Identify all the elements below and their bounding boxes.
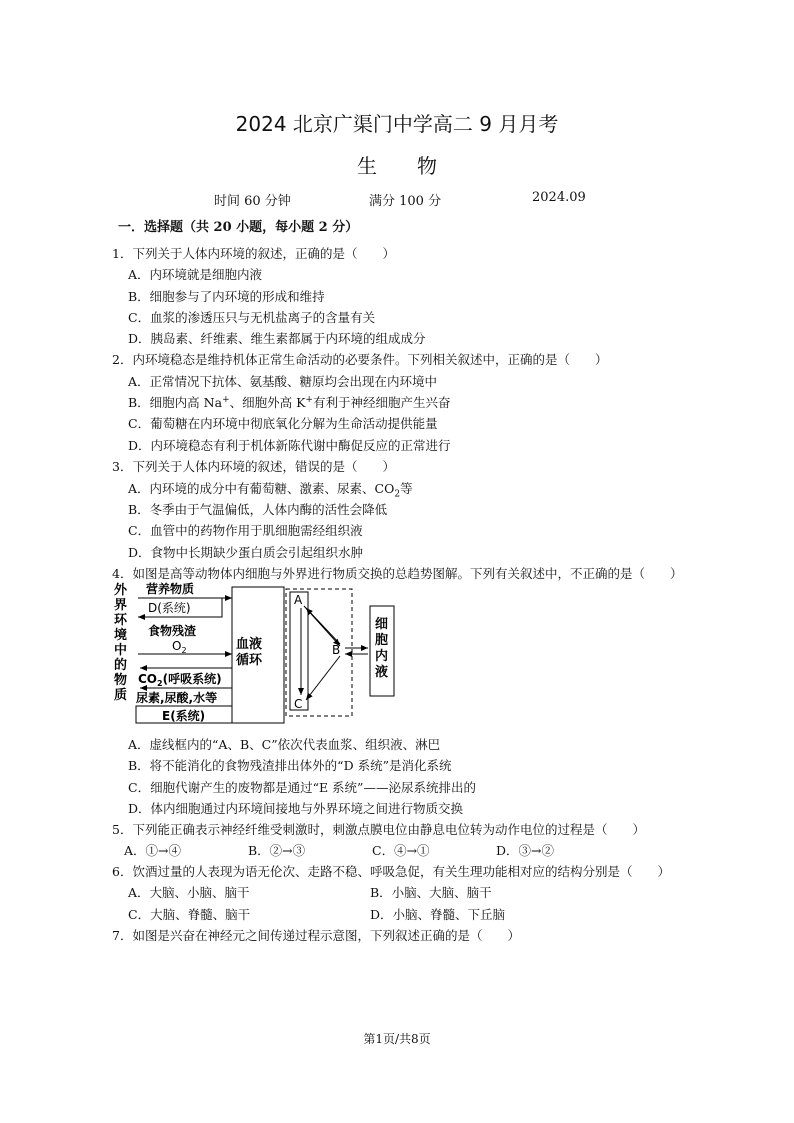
q2-option-b-part2: 、细胞外高 K: [229, 395, 306, 410]
q4-option-b: B．将不能消化的食物残渣排出体外的“D 系统”是消化系统: [128, 758, 452, 773]
e-system-label: E(系统): [162, 709, 206, 723]
page-footer: 第1页/共8页: [363, 1032, 431, 1046]
d-system-label: D(系统): [148, 601, 191, 615]
node-c: C: [294, 697, 303, 711]
nutrients-label: 营养物质: [146, 582, 195, 596]
exam-title: 2024 北京广渠门中学高二 9 月月考: [235, 112, 559, 136]
material-exchange-diagram: [110, 580, 410, 728]
q2-option-b-part3: 有利于神经细胞产生兴奋: [312, 395, 451, 410]
svg-text:物: 物: [114, 673, 128, 688]
q1-option-a: A．内环境就是细胞内液: [128, 267, 263, 282]
svg-text:质: 质: [114, 688, 128, 703]
plus-sign: +: [222, 394, 230, 405]
co2-label: $CO_2$(呼吸系统): [138, 672, 222, 688]
q5-option-b: B．②→③: [248, 843, 306, 858]
svg-text:胞: 胞: [375, 633, 389, 648]
q6-option-a: A．大脑、小脑、脑干: [128, 885, 250, 900]
q3-option-a: [128, 479, 413, 500]
abc-column: [290, 592, 308, 710]
exam-score: 满分 100 分: [369, 194, 442, 209]
q5-stem: 5．下列能正确表示神经纤维受刺激时，刺激点膜电位由静息电位转为动作电位的过程是（ ）: [112, 822, 645, 837]
q3-option-c: C．血管中的药物作用于肌细胞需经组织液: [128, 523, 363, 538]
q6-stem: 6．饮酒过量的人表现为语无伦次、走路不稳、呼吸急促，有关生理功能相对应的结构分别是（ ）: [112, 864, 670, 879]
blood-label-1: 血液: [236, 637, 263, 652]
urea-label: 尿素,尿酸,水等: [136, 691, 218, 705]
q1-option-d: D．胰岛素、纤维素、维生素都属于内环境的组成成分: [128, 331, 426, 346]
q3-option-b: B．冬季由于气温偏低，人体内酶的活性会降低: [128, 502, 388, 517]
q2-stem: 2．内环境稳态是维持机体正常生命活动的必要条件。下列相关叙述中，正确的是（ ）: [112, 352, 608, 367]
svg-text:中: 中: [114, 643, 128, 658]
q3-stem: 3．下列关于人体内环境的叙述，错误的是（ ）: [112, 459, 395, 474]
q4-stem: 4．如图是高等动物体内细胞与外界进行物质交换的总趋势图解。下列有关叙述中，不正确的是（ ）: [112, 566, 683, 581]
q2-option-b-part1: B．细胞内高 Na: [128, 395, 223, 410]
q3-option-a-part1: A．内环境的成分中有葡萄糖、激素、尿素、CO: [128, 481, 395, 496]
b-to-a-arrow: [306, 608, 340, 644]
q6-option-b: B．小脑、大脑、脑干: [370, 885, 492, 900]
svg-text:外: 外: [114, 583, 128, 598]
q3-option-a-subscript: 2: [394, 489, 401, 500]
node-b: B: [332, 643, 341, 657]
q6-option-d: D．小脑、脊髓、下丘脑: [370, 907, 506, 922]
q2-option-c: C．葡萄糖在内环境中彻底氧化分解为生命活动提供能量: [128, 416, 438, 431]
svg-text:环: 环: [114, 613, 128, 628]
outside-environment-label: [114, 582, 128, 703]
plus-sign: +: [305, 394, 313, 405]
q1-option-c: C．血浆的渗透压只与无机盐离子的含量有关: [128, 310, 376, 325]
intracellular-fluid-label: [375, 617, 388, 680]
q3-option-a-part3: 等: [400, 481, 413, 496]
q4-option-c: C．细胞代谢产生的废物都是通过“E 系统”——泌尿系统排出的: [128, 780, 476, 795]
node-a: A: [294, 593, 303, 607]
section-heading: 一．选择题（共 20 小题，每小题 2 分）: [118, 220, 359, 235]
q6-option-c: C．大脑、脊髓、脑干: [128, 907, 251, 922]
svg-text:界: 界: [114, 598, 128, 613]
blood-label-2: 循环: [236, 653, 263, 668]
o2-label: $O_2$: [172, 639, 187, 655]
q2-option-d: D．内环境稳态有利于机体新陈代谢中酶促反应的正常进行: [128, 438, 451, 453]
exam-date: 2024.09: [532, 190, 586, 205]
q3-option-d: D．食物中长期缺少蛋白质会引起组织水肿: [128, 545, 364, 560]
svg-text:内: 内: [375, 649, 389, 664]
b-to-c-arrow: [306, 656, 340, 700]
subject-title: 生物: [357, 154, 477, 178]
svg-text:细: 细: [375, 617, 389, 632]
svg-text:的: 的: [114, 658, 128, 673]
q5-option-d: D．③→②: [496, 843, 554, 858]
q7-stem: 7．如图是兴奋在神经元之间传递过程示意图，下列叙述正确的是（ ）: [112, 928, 520, 943]
q4-option-a: A．虚线框内的“A、B、C”依次代表血浆、组织液、淋巴: [128, 737, 441, 752]
q5-option-a: A．①→④: [124, 843, 182, 858]
q5-option-c: C．④→①: [372, 843, 430, 858]
svg-text:液: 液: [375, 665, 389, 680]
q2-option-a: A．正常情况下抗体、氨基酸、糖原均会出现在内环境中: [128, 374, 438, 389]
q1-option-b: B．细胞参与了内环境的形成和维持: [128, 289, 325, 304]
q1-stem: 1．下列关于人体内环境的叙述，正确的是（ ）: [112, 246, 395, 261]
exam-time: 时间 60 分钟: [214, 194, 291, 209]
food-residue-label: 食物残渣: [148, 624, 197, 638]
svg-text:境: 境: [114, 628, 128, 643]
q2-option-b: [128, 393, 450, 411]
q4-option-d: D．体内细胞通过内环境间接地与外界环境之间进行物质交换: [128, 801, 464, 816]
